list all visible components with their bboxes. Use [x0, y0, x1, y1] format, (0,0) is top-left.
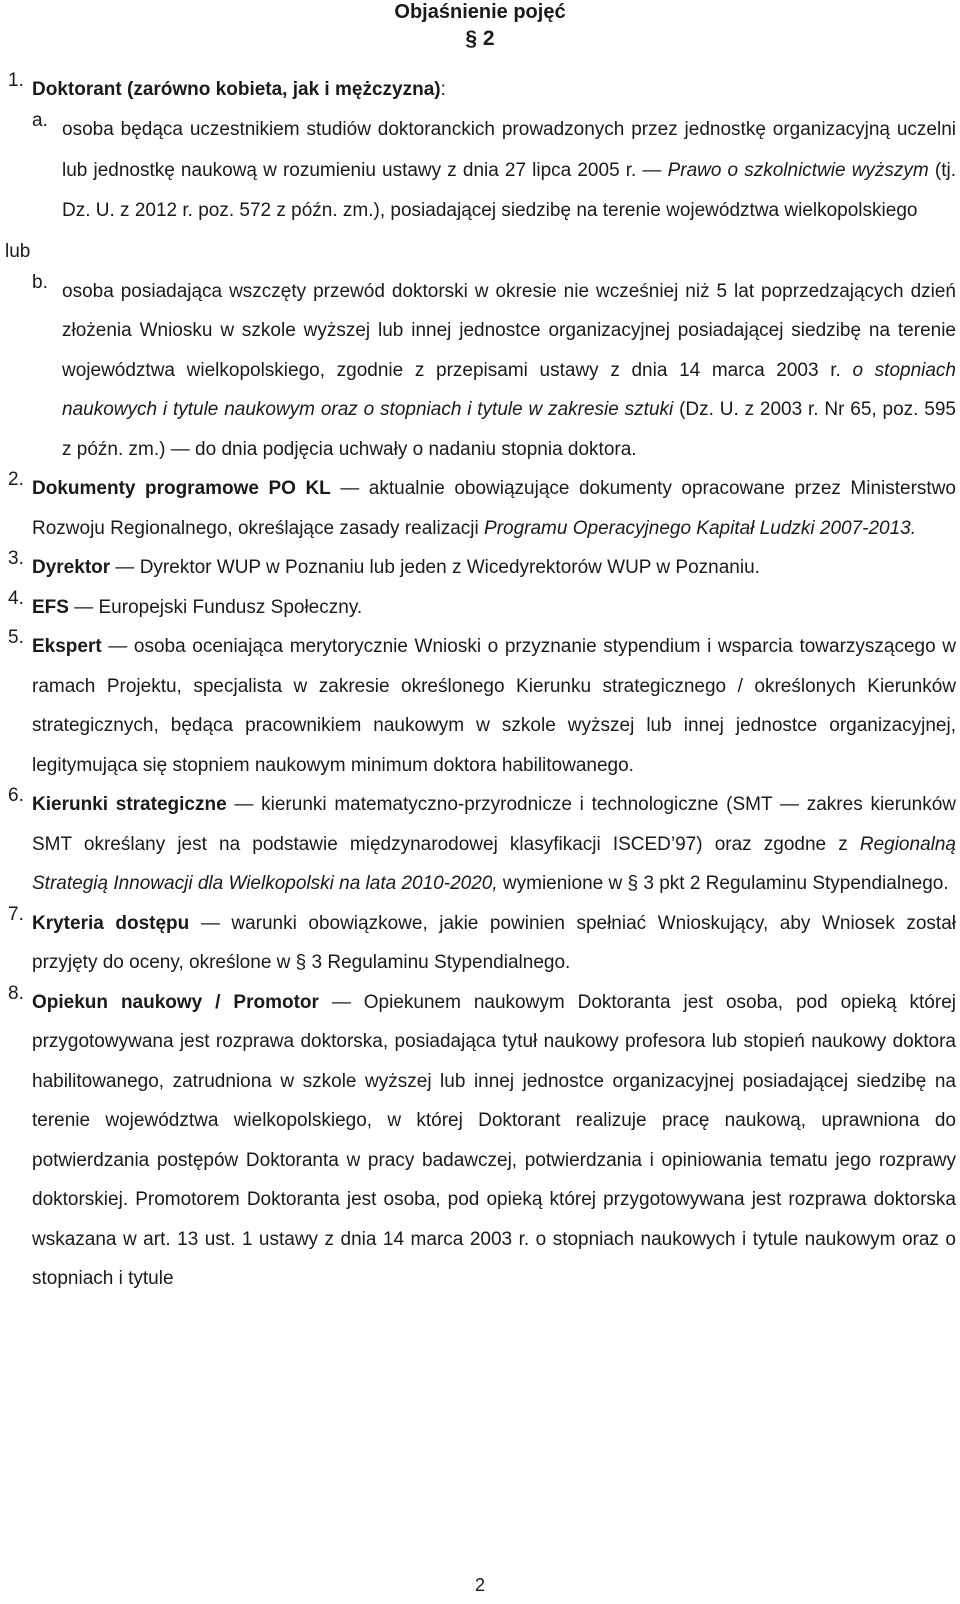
definition-text — [32, 627, 956, 785]
subitem-text-part: osoba będąca uczestnikiem studiów doktoranckich prowadzonych przez jednostkę organizacyjną uczelni lub jednostkę naukową w rozumieniu ustawy z dnia 27 lipca 2005 r. — — [62, 119, 956, 181]
definition-number: 6. — [8, 785, 24, 806]
subitem-letter: a. — [32, 110, 48, 131]
page-title: Objaśnienie pojęć — [394, 1, 566, 23]
subitem-separator: lub — [5, 240, 31, 262]
subitem-text — [62, 272, 956, 470]
definition-number: 4. — [8, 587, 24, 609]
definition-subitem-b — [32, 272, 956, 470]
definition-text — [32, 548, 956, 588]
definition-term: Doktorant (zarówno kobieta, jak i mężczyzna) — [32, 79, 441, 100]
definition-text — [32, 70, 956, 110]
definition-number: 2. — [8, 469, 24, 490]
definition-term: EFS — [32, 596, 69, 618]
definition-number: 1. — [8, 70, 24, 91]
strategy-title: Regionalną Strategią Innowacji dla Wielkopolski na lata 2010-2020, — [32, 833, 956, 894]
definition-text-part: — osoba oceniająca merytorycznie Wnioski o przyznanie stypendium i wsparcia towarzyszącego w ramach Projektu, specjalista w zakresie określonego Kierunku strategicznego / określonych Kierunków strategicznych, będąca pracownikiem naukowym w szkole wyższej lub innej jednostce organizacyjnej, legitymująca się stopniem naukowym minimum doktora habilitowanego. — [32, 636, 956, 776]
definition-text — [32, 904, 956, 983]
act-title: Prawo o szkolnictwie wyższym — [667, 159, 929, 181]
definition-term: Kierunki strategiczne — [32, 794, 227, 815]
definition-number: 3. — [8, 548, 24, 569]
definition-number: 7. — [8, 903, 24, 925]
definition-term: Dokumenty programowe PO KL — [32, 478, 331, 499]
definition-text-part: — kierunki matematyczno-przyrodnicze i technologiczne (SMT — zakres kierunków SMT określany jest na podstawie międzynarodowej klasyfikacji ISCED’97) oraz zgodne z — [32, 794, 956, 855]
definition-text — [32, 785, 956, 904]
definition-text-part: — warunki obowiązkowe, jakie powinien spełniać Wnioskujący, aby Wniosek został przyjęty do oceny, określone w § 3 Regulaminu Stypendialnego. — [32, 912, 956, 973]
definition-item-2 — [8, 469, 956, 548]
definition-text — [32, 469, 956, 548]
definition-term: Opiekun naukowy / Promotor — [32, 991, 319, 1013]
subitem-text-part: (tj. Dz. U. z 2012 r. poz. 572 z późn. zm.), posiadającej siedzibę na terenie województwa wielkopolskiego — [62, 159, 956, 221]
definitions-list — [5, 70, 956, 1299]
definition-number: 8. — [8, 982, 24, 1004]
subitem-text — [62, 110, 956, 232]
definition-text-part: — Dyrektor WUP w Poznaniu lub jeden z Wicedyrektorów WUP w Poznaniu. — [110, 557, 760, 578]
definition-item-4 — [8, 588, 956, 628]
subitem-letter: b. — [32, 271, 48, 293]
definition-text-part: — Opiekunem naukowym Doktoranta jest osoba, pod opieką której przygotowywana jest rozprawa doktorska, posiadająca tytuł naukowy profesora lub stopień naukowy doktora habilitowanego, zatrudniona w szkole wyższej lub innej jednostce organizacyjnej posiadającej siedzibę na terenie województwa wielkopolskiego, w której Doktorant realizuje pracę naukową, uprawniona do potwierdzania postępów Doktoranta w pracy badawczej, potwierdzania i opiniowania tematu jego rozprawy doktorskiej. Promotorem Doktoranta jest osoba, pod opieką której przygotowywana jest rozprawa doktorska wskazana w art. 13 ust. 1 ustawy z dnia 14 marca 2003 r. o stopniach naukowych i tytule naukowym oraz o stopniach i tytule — [32, 991, 956, 1289]
definition-item-5 — [8, 627, 956, 785]
definition-text-part: — Europejski Fundusz Społeczny. — [68, 596, 363, 618]
definition-text — [32, 588, 956, 628]
subitem-text-part: osoba posiadająca wszczęty przewód doktorski w okresie nie wcześniej niż 5 lat poprzedzających dzień złożenia Wniosku w szkole wyższej lub innej jednostce organizacyjnej posiadającej siedzibę na terenie województwa wielkopolskiego, zgodnie z przepisami ustawy z dnia 14 marca 2003 r. — [62, 280, 956, 381]
definition-text-part: wymienione w § 3 pkt 2 Regulaminu Stypendialnego. — [497, 873, 949, 894]
definition-term: Kryteria dostępu — [32, 912, 190, 934]
definition-item-3 — [8, 548, 956, 588]
section-number: § 2 — [465, 27, 495, 50]
definition-text-part: — aktualnie obowiązujące dokumenty opracowane przez Ministerstwo Rozwoju Regionalnego, określające zasady realizacji — [32, 478, 956, 539]
term-colon: : — [440, 79, 446, 100]
definition-term: Ekspert — [32, 636, 102, 657]
definition-item-6 — [8, 785, 956, 904]
program-title: Programu Operacyjnego Kapitał Ludzki 2007-2013. — [484, 517, 917, 539]
definition-number: 5. — [8, 627, 24, 648]
subitem-text-part: (Dz. U. z 2003 r. Nr 65, poz. 595 z późn. zm.) — do dnia podjęcia uchwały o nadaniu stopnia doktora. — [62, 399, 956, 460]
act-title: o stopniach naukowych i tytule naukowym oraz o stopniach i tytule w zakresie sztuki — [62, 359, 956, 420]
definition-text — [32, 983, 956, 1299]
definition-item-8 — [8, 983, 956, 1299]
definition-term: Dyrektor — [32, 557, 111, 578]
definition-item-1 — [5, 70, 956, 469]
definition-item-7 — [8, 904, 956, 983]
page-number: 2 — [474, 1575, 485, 1595]
definition-subitem-a — [32, 110, 956, 232]
